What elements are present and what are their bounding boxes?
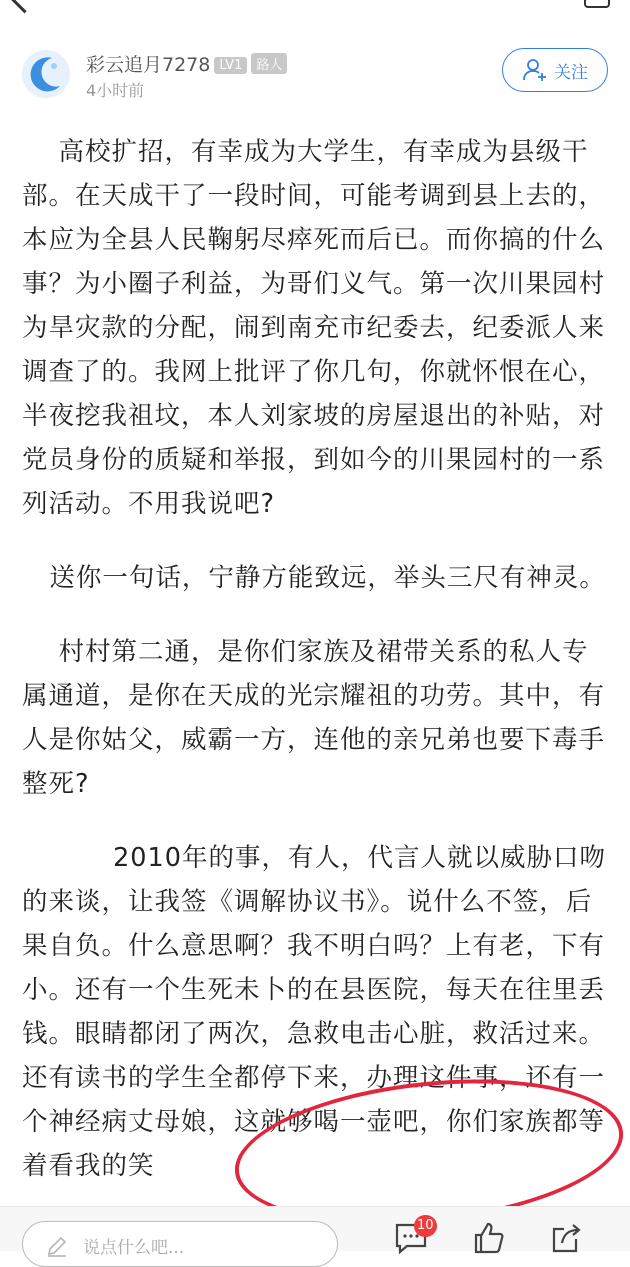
follow-button[interactable] xyxy=(502,48,608,92)
comment-button[interactable] xyxy=(392,1219,432,1259)
like-button[interactable] xyxy=(470,1219,510,1259)
share-button[interactable] xyxy=(548,1219,588,1259)
crescent-moon-icon xyxy=(22,50,70,98)
follow-label: 关注 xyxy=(554,62,588,83)
pencil-icon xyxy=(45,1234,69,1258)
avatar[interactable] xyxy=(22,50,70,98)
back-arrow-icon[interactable] xyxy=(10,0,40,13)
thumbs-up-icon xyxy=(470,1219,508,1257)
share-icon[interactable] xyxy=(584,0,610,8)
paragraph: 村村第二通，是你们家族及裙带关系的私人专属通道，是你在天成的光宗耀祖的功劳。其中，有人是你姑父，威霸一方，连他的亲兄弟也要下毒手整死? xyxy=(22,637,606,799)
post-content xyxy=(22,130,614,1218)
author-name-line xyxy=(86,50,287,77)
paragraph: 送你一句话，宁静方能致远，举头三尺有神灵。 xyxy=(22,563,606,593)
share-arrow-icon xyxy=(548,1219,586,1257)
bottom-bar xyxy=(0,1206,630,1258)
paragraph: 2010年的事，有人，代言人就以威胁口吻的来谈，让我签《调解协议书》。说什么不签，后果自负。什么意思啊？我不明白吗？上有老，下有小。还有一个生死未卜的在县医院，每天在往里丢钱。眼睛都闭了两次，急救电击心脏，救活过来。还有读书的学生全都停下来，办理这件事，还有一个神经病丈母娘，这就够喝一壶吧，你们家族都等着看我的笑 xyxy=(22,843,606,1181)
add-user-icon xyxy=(522,57,548,83)
top-bar xyxy=(0,0,630,14)
comment-input[interactable] xyxy=(22,1221,338,1267)
comment-count-badge: 10 xyxy=(414,1215,437,1237)
author-header xyxy=(22,46,612,102)
role-badge: 路人 xyxy=(251,53,287,74)
comment-placeholder: 说点什么吧... xyxy=(83,1238,185,1258)
author-name[interactable]: 彩云追月7278 xyxy=(86,54,211,76)
level-badge: LV1 xyxy=(214,57,247,74)
paragraph: 高校扩招，有幸成为大学生，有幸成为县级干部。在天成干了一段时间，可能考调到县上去的，本应为全县人民鞠躬尽瘁死而后已。而你搞的什么事？为小圈子利益，为哥们义气。第一次川果园村为旱灾款的分配，闹到南充市纪委去，纪委派人来调查了的。我网上批评了你几句，你就怀恨在心，半夜挖我祖坟，本人刘家坡的房屋退出的补贴，对党员身份的质疑和举报，到如今的川果园村的一系列活动。不用我说吧? xyxy=(22,137,606,519)
post-time: 4小时前 xyxy=(86,81,145,100)
